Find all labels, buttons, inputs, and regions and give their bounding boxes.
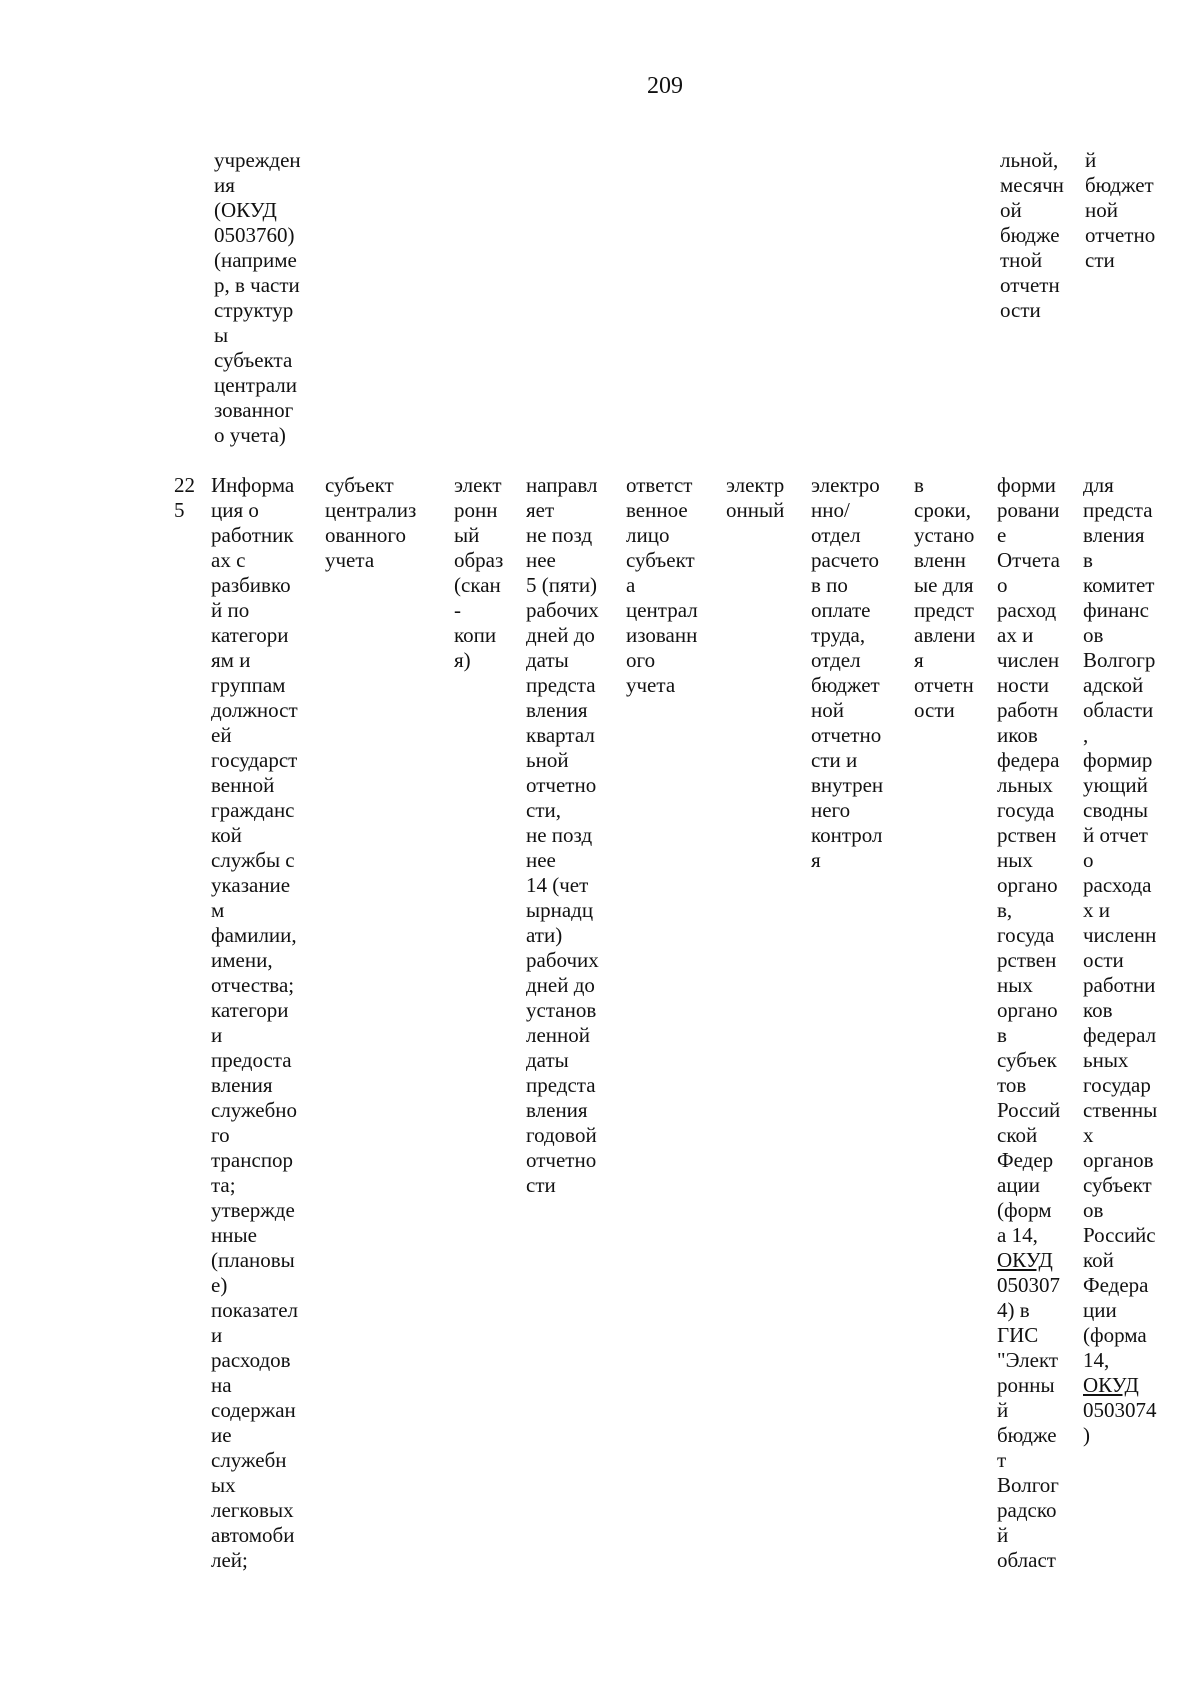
row-225-transfer-format-cell: [726, 473, 784, 523]
text-line: е): [211, 1273, 228, 1297]
text-line: ов: [1083, 623, 1104, 647]
text-line: в: [914, 473, 924, 497]
text-line: ): [1083, 1423, 1090, 1447]
text-line: я): [454, 648, 471, 672]
text-line: структур: [214, 298, 294, 322]
text-line: й по: [211, 598, 250, 622]
text-line: предста: [1083, 498, 1153, 522]
text-line: квартал: [526, 723, 595, 747]
text-line: устано: [914, 523, 975, 547]
text-line: иков: [997, 723, 1038, 747]
text-line: не позд: [526, 523, 593, 547]
text-line: работн: [997, 698, 1059, 722]
text-line: ующий: [1083, 773, 1148, 797]
page-number: 209: [647, 73, 683, 99]
text-line: не позд: [526, 823, 593, 847]
text-line: р, в части: [214, 273, 300, 297]
text-line: внутрен: [811, 773, 884, 797]
text-line: 4) в: [997, 1298, 1030, 1322]
text-line: отчетно: [526, 773, 597, 797]
text-line: я: [811, 848, 821, 872]
text-line: годовой: [526, 1123, 597, 1147]
text-line: месячн: [1000, 173, 1064, 197]
text-line: нные: [211, 1223, 257, 1247]
text-line: ГИС: [997, 1323, 1039, 1347]
text-line: субъект: [325, 473, 394, 497]
text-line: сти,: [526, 798, 561, 822]
text-line: ости: [1000, 298, 1041, 322]
text-line: него: [811, 798, 851, 822]
text-line: дней до: [526, 623, 595, 647]
text-line: учета: [325, 548, 375, 572]
text-line: имени,: [211, 948, 273, 972]
text-line: учрежден: [214, 148, 301, 172]
text-line: а: [626, 573, 636, 597]
text-line: категори: [211, 998, 289, 1022]
row-225-source-cell: [325, 473, 416, 573]
text-line: о: [1083, 848, 1094, 872]
text-line: лицо: [626, 523, 670, 547]
text-line: электро: [811, 473, 880, 497]
row-225-recipient-cell: [1083, 473, 1157, 1448]
text-line: ,: [1083, 723, 1089, 747]
text-line: форми: [997, 473, 1056, 497]
text-line: и: [211, 1023, 223, 1047]
text-line: 0503074: [1083, 1398, 1157, 1422]
text-line: централиз: [325, 498, 417, 522]
row-225-receiver-cell: [811, 473, 883, 873]
text-line: я: [914, 648, 924, 672]
text-line: автомоби: [211, 1523, 295, 1547]
text-line: ция о: [211, 498, 259, 522]
text-line: установ: [526, 998, 597, 1022]
text-line: Волгог: [997, 1473, 1059, 1497]
text-line: Федер: [997, 1148, 1054, 1172]
text-line: (ОКУД: [214, 198, 277, 222]
text-line: службы с: [211, 848, 295, 872]
text-line: й: [997, 1523, 1009, 1547]
text-line: е: [997, 523, 1007, 547]
text-line: числен: [997, 648, 1060, 672]
text-line: ской: [997, 1123, 1038, 1147]
text-line: тной: [1000, 248, 1043, 272]
text-line: ах и: [997, 623, 1034, 647]
text-line: расход: [997, 598, 1057, 622]
text-line: субъект: [626, 548, 695, 572]
row-225-format-cell: [454, 473, 503, 673]
text-line: ям и: [211, 648, 251, 672]
text-line: сти: [1085, 248, 1115, 272]
text-line: труда,: [811, 623, 866, 647]
text-line: расходов: [211, 1348, 291, 1372]
text-line: вления: [526, 698, 588, 722]
row-225-period-cell: [914, 473, 975, 723]
text-line: сводны: [1083, 798, 1149, 822]
text-line: -: [454, 598, 461, 622]
text-line: в: [997, 1023, 1007, 1047]
text-line: дней до: [526, 973, 595, 997]
text-line: 0503760): [214, 223, 295, 247]
text-line: области: [1083, 698, 1154, 722]
text-line: в по: [811, 573, 848, 597]
continued-row-name-cell: [214, 148, 301, 448]
text-line: онный: [726, 498, 785, 522]
text-line: субъект: [1083, 1173, 1152, 1197]
text-line: м: [211, 898, 225, 922]
text-line: органо: [997, 998, 1058, 1022]
text-line: финанс: [1083, 598, 1149, 622]
text-line: государ: [1083, 1073, 1151, 1097]
text-line: бюдже: [997, 1423, 1057, 1447]
text-line: утвержде: [211, 1198, 295, 1222]
text-line: бюджет: [811, 673, 880, 697]
continued-row-period-cell: [1000, 148, 1064, 323]
text-line: 14 (чет: [526, 873, 589, 897]
text-line: бюдже: [1000, 223, 1060, 247]
text-line: вления: [1083, 523, 1145, 547]
text-line: ных: [997, 973, 1033, 997]
text-line: указание: [211, 873, 291, 897]
text-line: Информа: [211, 473, 295, 497]
text-line: кой: [211, 823, 242, 847]
text-line: ОКУД: [1083, 1373, 1139, 1397]
text-line: образ: [454, 548, 504, 572]
text-line: для: [1083, 473, 1114, 497]
text-line: ственны: [1083, 1098, 1158, 1122]
text-line: 5: [174, 498, 185, 522]
text-line: учета: [626, 673, 676, 697]
text-line: 22: [174, 473, 195, 497]
text-line: ции: [1083, 1298, 1117, 1322]
text-line: направл: [526, 473, 598, 497]
text-line: ей: [211, 723, 232, 747]
text-line: ов: [1083, 1198, 1104, 1222]
text-line: централ: [626, 598, 698, 622]
continued-row-recipient-cell: [1085, 148, 1155, 273]
text-line: категори: [211, 623, 289, 647]
text-line: ия: [214, 173, 235, 197]
text-line: ой: [1000, 198, 1022, 222]
text-line: ах с: [211, 548, 246, 572]
text-line: на: [211, 1373, 232, 1397]
text-line: й: [997, 1398, 1009, 1422]
text-line: ости: [914, 698, 955, 722]
text-line: разбивко: [211, 573, 291, 597]
text-line: ных: [997, 848, 1033, 872]
text-line: субъек: [997, 1048, 1057, 1072]
text-line: предст: [914, 598, 974, 622]
text-line: отдел: [811, 523, 861, 547]
text-line: предста: [526, 673, 596, 697]
text-line: госуда: [997, 923, 1055, 947]
text-line: Россий: [997, 1098, 1061, 1122]
text-line: ые для: [914, 573, 974, 597]
text-line: содержан: [211, 1398, 296, 1422]
text-line: в: [1083, 548, 1093, 572]
text-line: го: [211, 1123, 230, 1147]
text-line: расчето: [811, 548, 880, 572]
text-line: вленн: [914, 548, 966, 572]
text-line: ности: [997, 673, 1049, 697]
text-line: элект: [454, 473, 502, 497]
text-line: должност: [211, 698, 298, 722]
row-225-responsible-cell: [626, 473, 698, 698]
text-line: субъекта: [214, 348, 293, 372]
text-line: служебно: [211, 1098, 297, 1122]
text-line: х: [1083, 1123, 1094, 1147]
text-line: даты: [526, 648, 569, 672]
text-line: группам: [211, 673, 286, 697]
text-line: транспор: [211, 1148, 294, 1172]
text-line: ие: [211, 1423, 232, 1447]
text-line: ронн: [454, 498, 498, 522]
text-line: комитет: [1083, 573, 1155, 597]
text-line: Волгогр: [1083, 648, 1156, 672]
text-line: та;: [211, 1173, 236, 1197]
text-line: ответст: [626, 473, 693, 497]
text-line: отчетн: [1000, 273, 1060, 297]
row-225-usage-cell: [997, 473, 1060, 1573]
text-line: яет: [526, 498, 555, 522]
text-line: нно/: [811, 498, 850, 522]
text-line: зованног: [214, 398, 294, 422]
text-line: авлени: [914, 623, 976, 647]
row-225-number-cell: [174, 473, 195, 523]
text-line: вления: [211, 1073, 273, 1097]
text-line: и: [211, 1323, 223, 1347]
text-line: служебн: [211, 1448, 287, 1472]
text-line: изованн: [626, 623, 698, 647]
text-line: (форм: [997, 1198, 1052, 1222]
text-line: рабочих: [526, 948, 599, 972]
row-225-name-cell: [211, 473, 298, 1573]
text-line: ости: [1083, 948, 1124, 972]
text-line: ьных: [1083, 1048, 1129, 1072]
text-line: 050307: [997, 1273, 1060, 1297]
text-line: федера: [997, 748, 1060, 772]
text-line: й отчет: [1083, 823, 1148, 847]
text-line: отчетно: [1085, 223, 1156, 247]
text-line: расхода: [1083, 873, 1152, 897]
text-line: ьной: [526, 748, 569, 772]
text-line: ых: [211, 1473, 236, 1497]
text-line: работник: [211, 523, 294, 547]
text-line: ной: [1085, 198, 1118, 222]
text-line: 5 (пяти): [526, 573, 598, 597]
text-line: фамилии,: [211, 923, 297, 947]
text-line: даты: [526, 1048, 569, 1072]
text-line: адской: [1083, 673, 1144, 697]
text-line: венное: [626, 498, 688, 522]
text-line: 14,: [1083, 1348, 1110, 1372]
text-line: рствен: [997, 948, 1057, 972]
text-line: ронны: [997, 1373, 1055, 1397]
text-line: ати): [526, 923, 563, 947]
text-line: тов: [997, 1073, 1027, 1097]
text-line: а 14,: [997, 1223, 1038, 1247]
text-line: органов: [1083, 1148, 1154, 1172]
text-line: о учета): [214, 423, 286, 447]
text-line: федерал: [1083, 1023, 1157, 1047]
text-line: област: [997, 1548, 1056, 1572]
text-line: ы: [214, 323, 229, 347]
text-line: ОКУД: [997, 1248, 1053, 1272]
text-line: численн: [1083, 923, 1157, 947]
text-line: отдел: [811, 648, 861, 672]
text-line: т: [997, 1448, 1007, 1472]
text-line: органо: [997, 873, 1058, 897]
text-line: отчетно: [526, 1148, 597, 1172]
text-line: государст: [211, 748, 298, 772]
text-line: отчетн: [914, 673, 974, 697]
text-line: оплате: [811, 598, 871, 622]
text-line: ырнадц: [526, 898, 594, 922]
text-line: льных: [997, 773, 1053, 797]
text-line: "Элект: [997, 1348, 1059, 1372]
text-line: сти и: [811, 748, 858, 772]
text-line: ков: [1083, 998, 1113, 1022]
text-line: ровани: [997, 498, 1060, 522]
text-line: сти: [526, 1173, 556, 1197]
text-line: показател: [211, 1298, 298, 1322]
text-line: ации: [997, 1173, 1041, 1197]
text-line: лей;: [211, 1548, 248, 1572]
text-line: нее: [526, 848, 556, 872]
text-line: венной: [211, 773, 275, 797]
text-line: формир: [1083, 748, 1153, 772]
text-line: в,: [997, 898, 1013, 922]
text-line: предоста: [211, 1048, 292, 1072]
text-line: (скан: [454, 573, 501, 597]
text-line: гражданс: [211, 798, 295, 822]
text-line: ной: [811, 698, 844, 722]
text-line: госуда: [997, 798, 1055, 822]
text-line: легковых: [211, 1498, 294, 1522]
text-line: отчества;: [211, 973, 295, 997]
text-line: ый: [454, 523, 480, 547]
text-line: рабочих: [526, 598, 599, 622]
text-line: ленной: [526, 1023, 591, 1047]
text-line: отчетно: [811, 723, 882, 747]
text-line: рствен: [997, 823, 1057, 847]
text-line: ого: [626, 648, 656, 672]
text-line: централи: [214, 373, 297, 397]
text-line: х и: [1083, 898, 1110, 922]
text-line: работни: [1083, 973, 1156, 997]
text-line: Отчета: [997, 548, 1060, 572]
text-line: бюджет: [1085, 173, 1154, 197]
text-line: Федера: [1083, 1273, 1149, 1297]
text-line: контрол: [811, 823, 883, 847]
row-225-deadline-cell: [526, 473, 599, 1198]
text-line: нее: [526, 548, 556, 572]
text-line: сроки,: [914, 498, 972, 522]
text-line: Российс: [1083, 1223, 1156, 1247]
text-line: (наприме: [214, 248, 297, 272]
text-line: й: [1085, 148, 1097, 172]
text-line: о: [997, 573, 1008, 597]
text-line: радско: [997, 1498, 1057, 1522]
text-line: копи: [454, 623, 497, 647]
text-line: льной,: [1000, 148, 1059, 172]
text-line: предста: [526, 1073, 596, 1097]
text-line: кой: [1083, 1248, 1114, 1272]
text-line: (плановы: [211, 1248, 295, 1272]
text-line: ованного: [325, 523, 407, 547]
text-line: электр: [726, 473, 785, 497]
text-line: (форма: [1083, 1323, 1147, 1347]
text-line: вления: [526, 1098, 588, 1122]
